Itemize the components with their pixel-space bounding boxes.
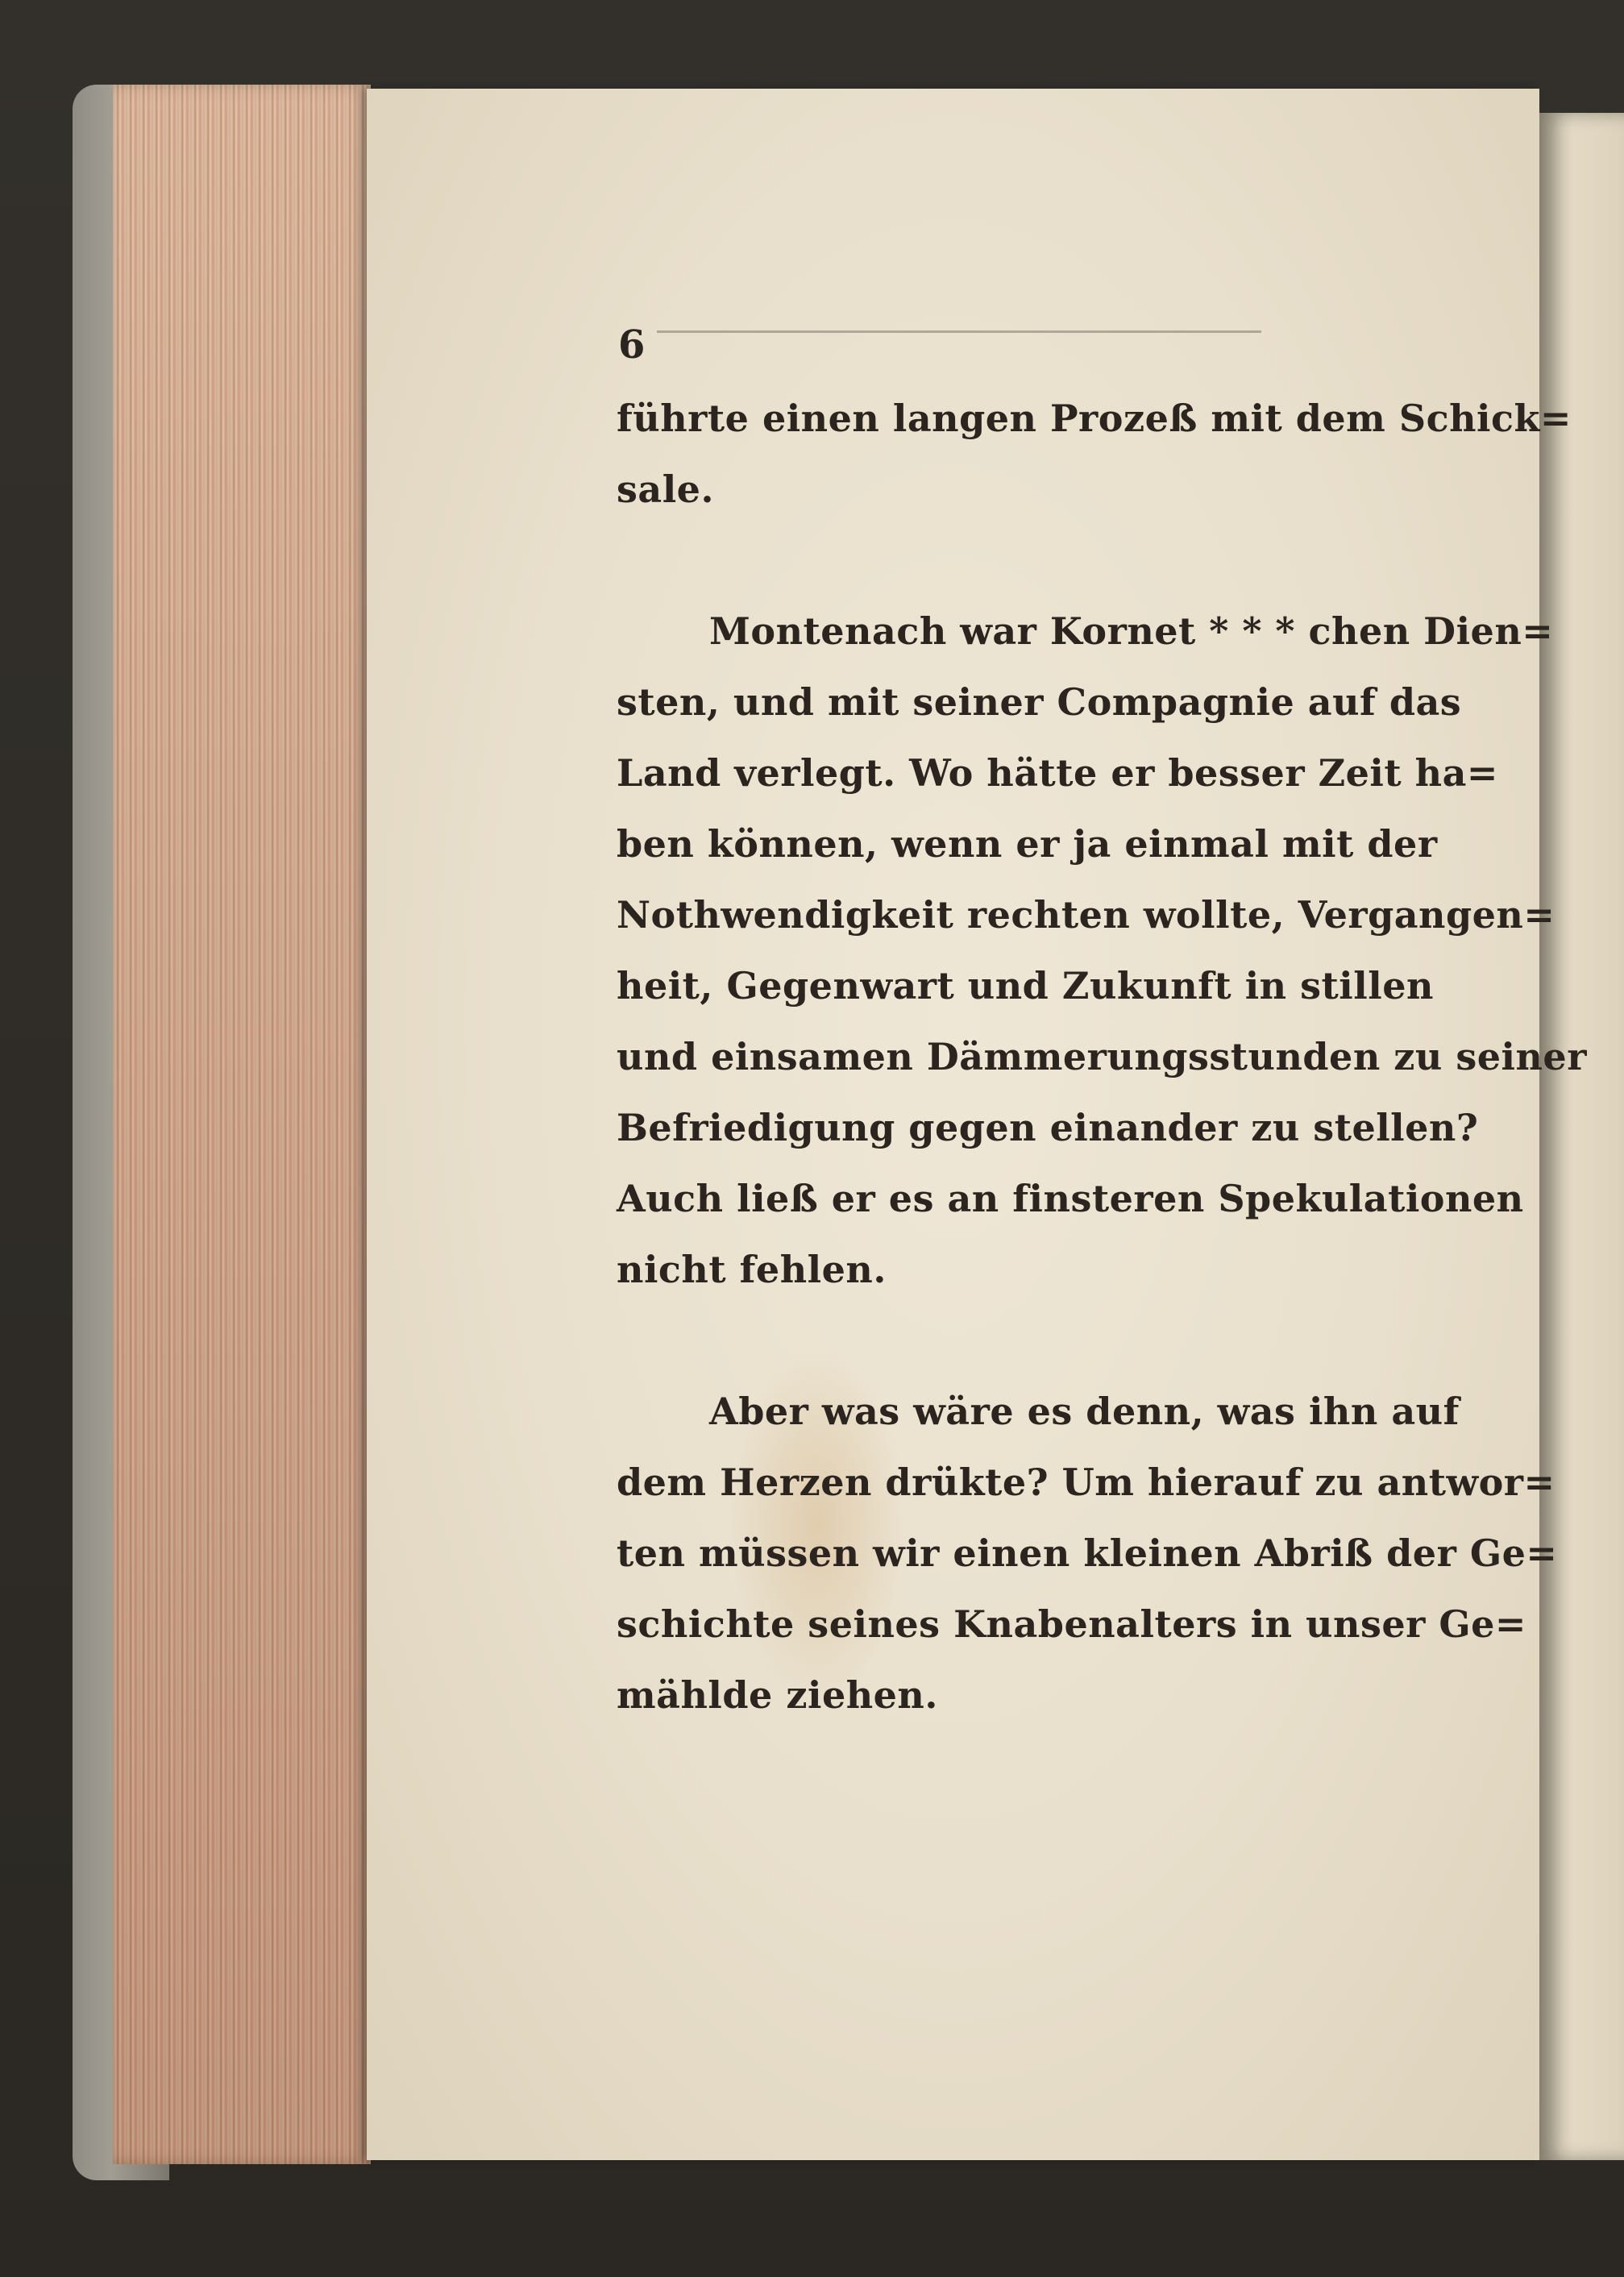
- text-line: ben können, wenn er ja einmal mit der: [617, 822, 1438, 866]
- text-line: Aber was wäre es denn, was ihn auf: [709, 1390, 1460, 1433]
- text-line: heit, Gegenwart und Zukunft in stillen: [617, 964, 1434, 1008]
- text-line: Befriedigung gegen einander zu stellen?: [617, 1106, 1479, 1149]
- paragraph-gap: [617, 1305, 1459, 1376]
- paragraph-gap: [617, 525, 1459, 596]
- text-line: und einsamen Dämmerungsstunden zu seiner: [617, 1035, 1587, 1078]
- text-line: führte einen langen Prozeß mit dem Schick=: [617, 397, 1572, 440]
- text-line: Montenach war Kornet * * * chen Dien=: [709, 609, 1554, 653]
- page-number: 6: [618, 322, 646, 368]
- header-rule: [657, 330, 1261, 333]
- text-line: nicht fehlen.: [617, 1248, 887, 1291]
- text-line: ten müssen wir einen kleinen Abriß der Ge=: [617, 1531, 1558, 1575]
- page-edges: [113, 85, 371, 2164]
- text-line: sten, und mit seiner Compagnie auf das: [617, 680, 1462, 724]
- text-line: sale.: [617, 467, 714, 511]
- text-line: dem Herzen drükte? Um hierauf zu antwor=: [617, 1461, 1555, 1504]
- text-line: mählde ziehen.: [617, 1673, 938, 1717]
- book-page: [367, 89, 1587, 2160]
- text-line: Auch ließ er es an finsteren Spekulationen: [617, 1177, 1524, 1220]
- text-line: schichte seines Knabenalters in unser Ge=: [617, 1602, 1526, 1646]
- text-line: Land verlegt. Wo hätte er besser Zeit ha=: [617, 751, 1498, 795]
- text-line: Nothwendigkeit rechten wollte, Vergangen=: [617, 893, 1555, 937]
- page-text: [617, 383, 1587, 1731]
